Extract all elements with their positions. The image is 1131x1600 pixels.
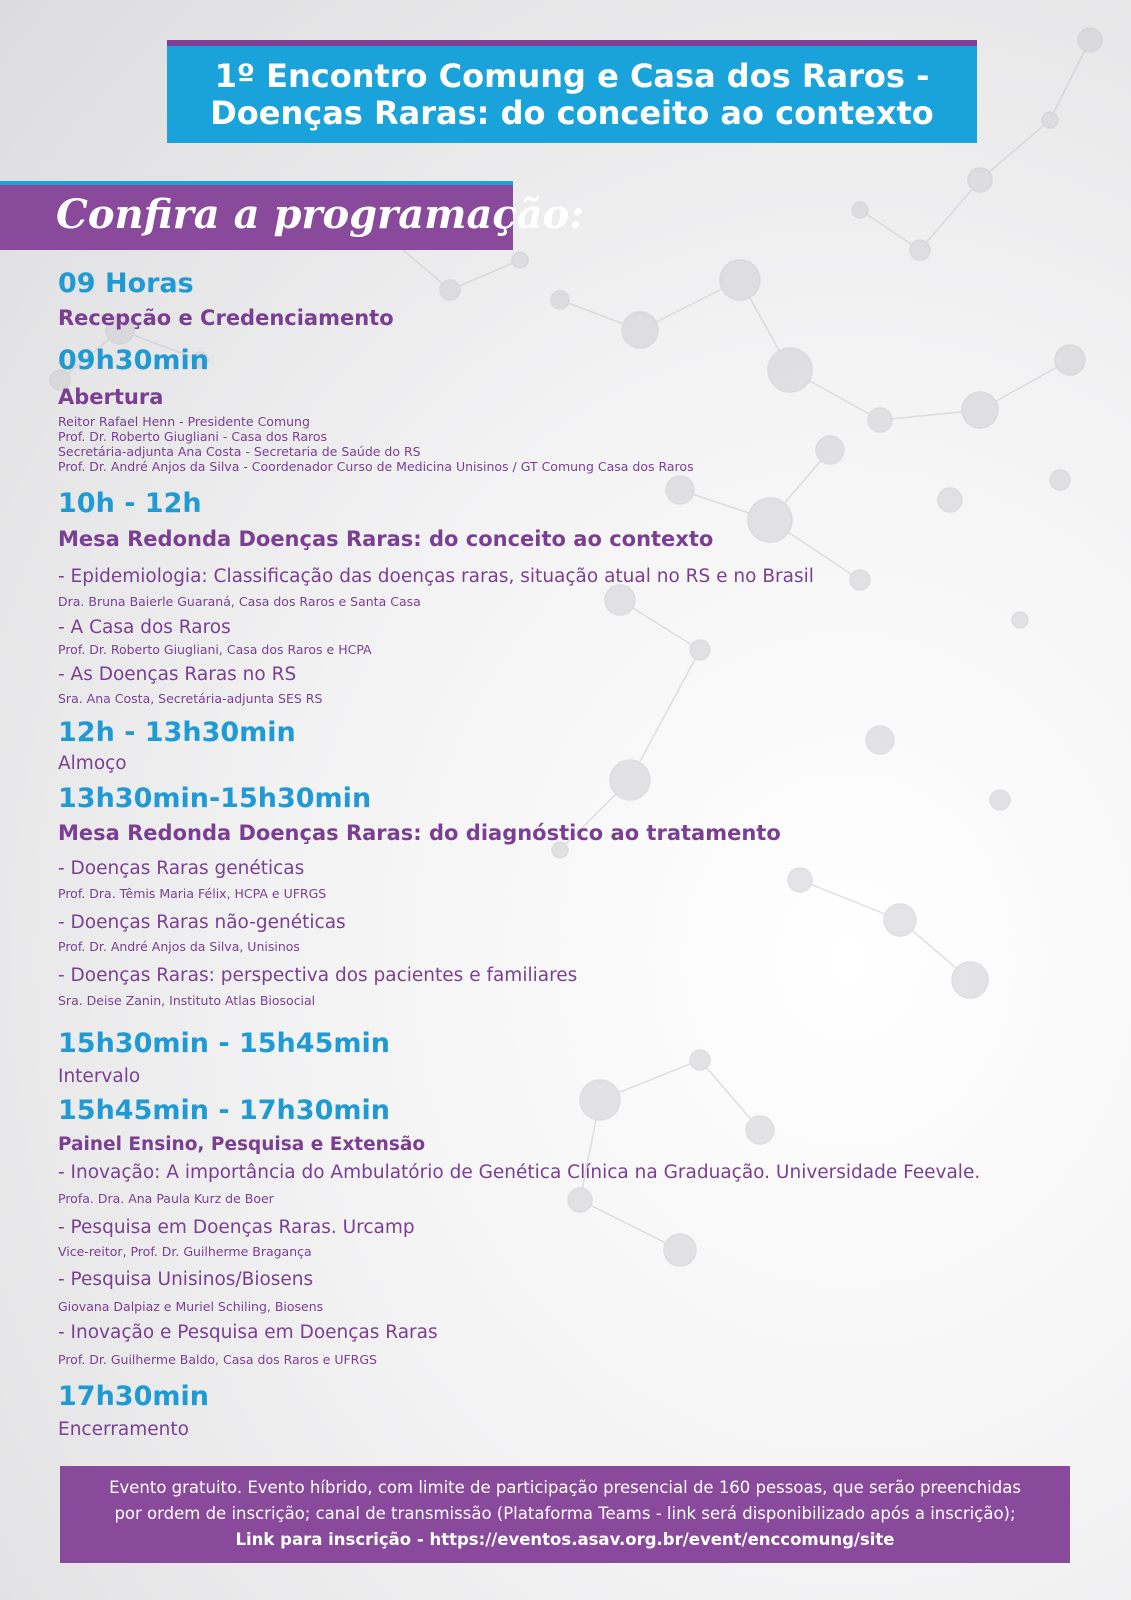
event-title-line2: Doenças Raras: do conceito ao contexto — [210, 93, 934, 132]
speaker-line: Prof. Dr. André Anjos da Silva, Unisinos — [58, 939, 300, 954]
speaker-line: Prof. Dr. André Anjos da Silva - Coordenador Curso de Medicina Unisinos / GT Comung Casa dos Raros — [58, 459, 694, 474]
speaker-line: Secretária-adjunta Ana Costa - Secretaria de Saúde do RS — [58, 444, 421, 459]
schedule-time: 17h30min — [58, 1381, 209, 1412]
topic-line: - Pesquisa em Doenças Raras. Urcamp — [58, 1217, 415, 1238]
speaker-line: Sra. Ana Costa, Secretária-adjunta SES RS — [58, 691, 323, 706]
speaker-line: Prof. Dra. Têmis Maria Félix, HCPA e UFRGS — [58, 886, 327, 901]
event-title-line1: 1º Encontro Comung e Casa dos Raros - — [214, 56, 930, 95]
schedule-time: 15h45min - 17h30min — [58, 1095, 390, 1126]
topic-line: - Doenças Raras não-genéticas — [58, 912, 346, 933]
topic-line: - As Doenças Raras no RS — [58, 664, 297, 685]
schedule-time: 09 Horas — [58, 268, 194, 299]
speaker-line: Vice-reitor, Prof. Dr. Guilherme Bragança — [58, 1244, 312, 1259]
speaker-line: Sra. Deise Zanin, Instituto Atlas Biosocial — [58, 993, 316, 1008]
topic-line: - Pesquisa Unisinos/Biosens — [58, 1269, 314, 1290]
event-title-banner — [167, 40, 977, 143]
speaker-line: Prof. Dr. Guilherme Baldo, Casa dos Raros e UFRGS — [58, 1352, 377, 1367]
programacao-banner — [0, 181, 585, 250]
topic-line: - Inovação: A importância do Ambulatório de Genética Clínica na Graduação. Universidade Feevale. — [58, 1162, 981, 1183]
topic-line: - Doenças Raras: perspectiva dos pacientes e familiares — [58, 965, 578, 986]
speaker-line: Reitor Rafael Henn - Presidente Comung — [58, 414, 310, 429]
topic-line: - A Casa dos Raros — [58, 617, 231, 638]
footer-line: por ordem de inscrição; canal de transmissão (Plataforma Teams - link será disponibilizado após a inscrição); — [114, 1504, 1016, 1523]
topic-line: - Epidemiologia: Classificação das doenças raras, situação atual no RS e no Brasil — [58, 566, 814, 587]
programacao-title: Confira a programação: — [56, 191, 585, 238]
speaker-line: Dra. Bruna Baierle Guaraná, Casa dos Raros e Santa Casa — [58, 594, 421, 609]
footer-line: Evento gratuito. Evento híbrido, com limite de participação presencial de 160 pessoas, que serão preenchidas — [109, 1478, 1021, 1497]
schedule-title: Almoço — [58, 753, 127, 774]
schedule-time: 12h - 13h30min — [58, 717, 296, 748]
schedule-title: Mesa Redonda Doenças Raras: do diagnóstico ao tratamento — [58, 821, 781, 845]
topic-line: - Doenças Raras genéticas — [58, 858, 305, 879]
footer-info-box — [60, 1466, 1070, 1563]
schedule-title: Intervalo — [58, 1066, 141, 1087]
speaker-line: Profa. Dra. Ana Paula Kurz de Boer — [58, 1191, 274, 1206]
schedule-time: 09h30min — [58, 345, 209, 376]
schedule-title: Painel Ensino, Pesquisa e Extensão — [58, 1134, 426, 1155]
speaker-line: Giovana Dalpiaz e Muriel Schiling, Biosens — [58, 1299, 324, 1314]
schedule-time: 15h30min - 15h45min — [58, 1028, 390, 1059]
topic-line: - Inovação e Pesquisa em Doenças Raras — [58, 1322, 438, 1343]
schedule-time: 13h30min-15h30min — [58, 783, 372, 814]
schedule-title: Mesa Redonda Doenças Raras: do conceito ao contexto — [58, 527, 714, 551]
schedule-title: Recepção e Credenciamento — [58, 306, 394, 330]
schedule-title: Abertura — [58, 385, 164, 409]
speaker-line: Prof. Dr. Roberto Giugliani - Casa dos Raros — [58, 429, 328, 444]
speaker-line: Prof. Dr. Roberto Giugliani, Casa dos Raros e HCPA — [58, 642, 372, 657]
registration-link[interactable]: Link para inscrição - https://eventos.asav.org.br/event/enccomung/site — [235, 1530, 895, 1549]
schedule-title: Encerramento — [58, 1419, 189, 1440]
schedule-time: 10h - 12h — [58, 488, 202, 519]
